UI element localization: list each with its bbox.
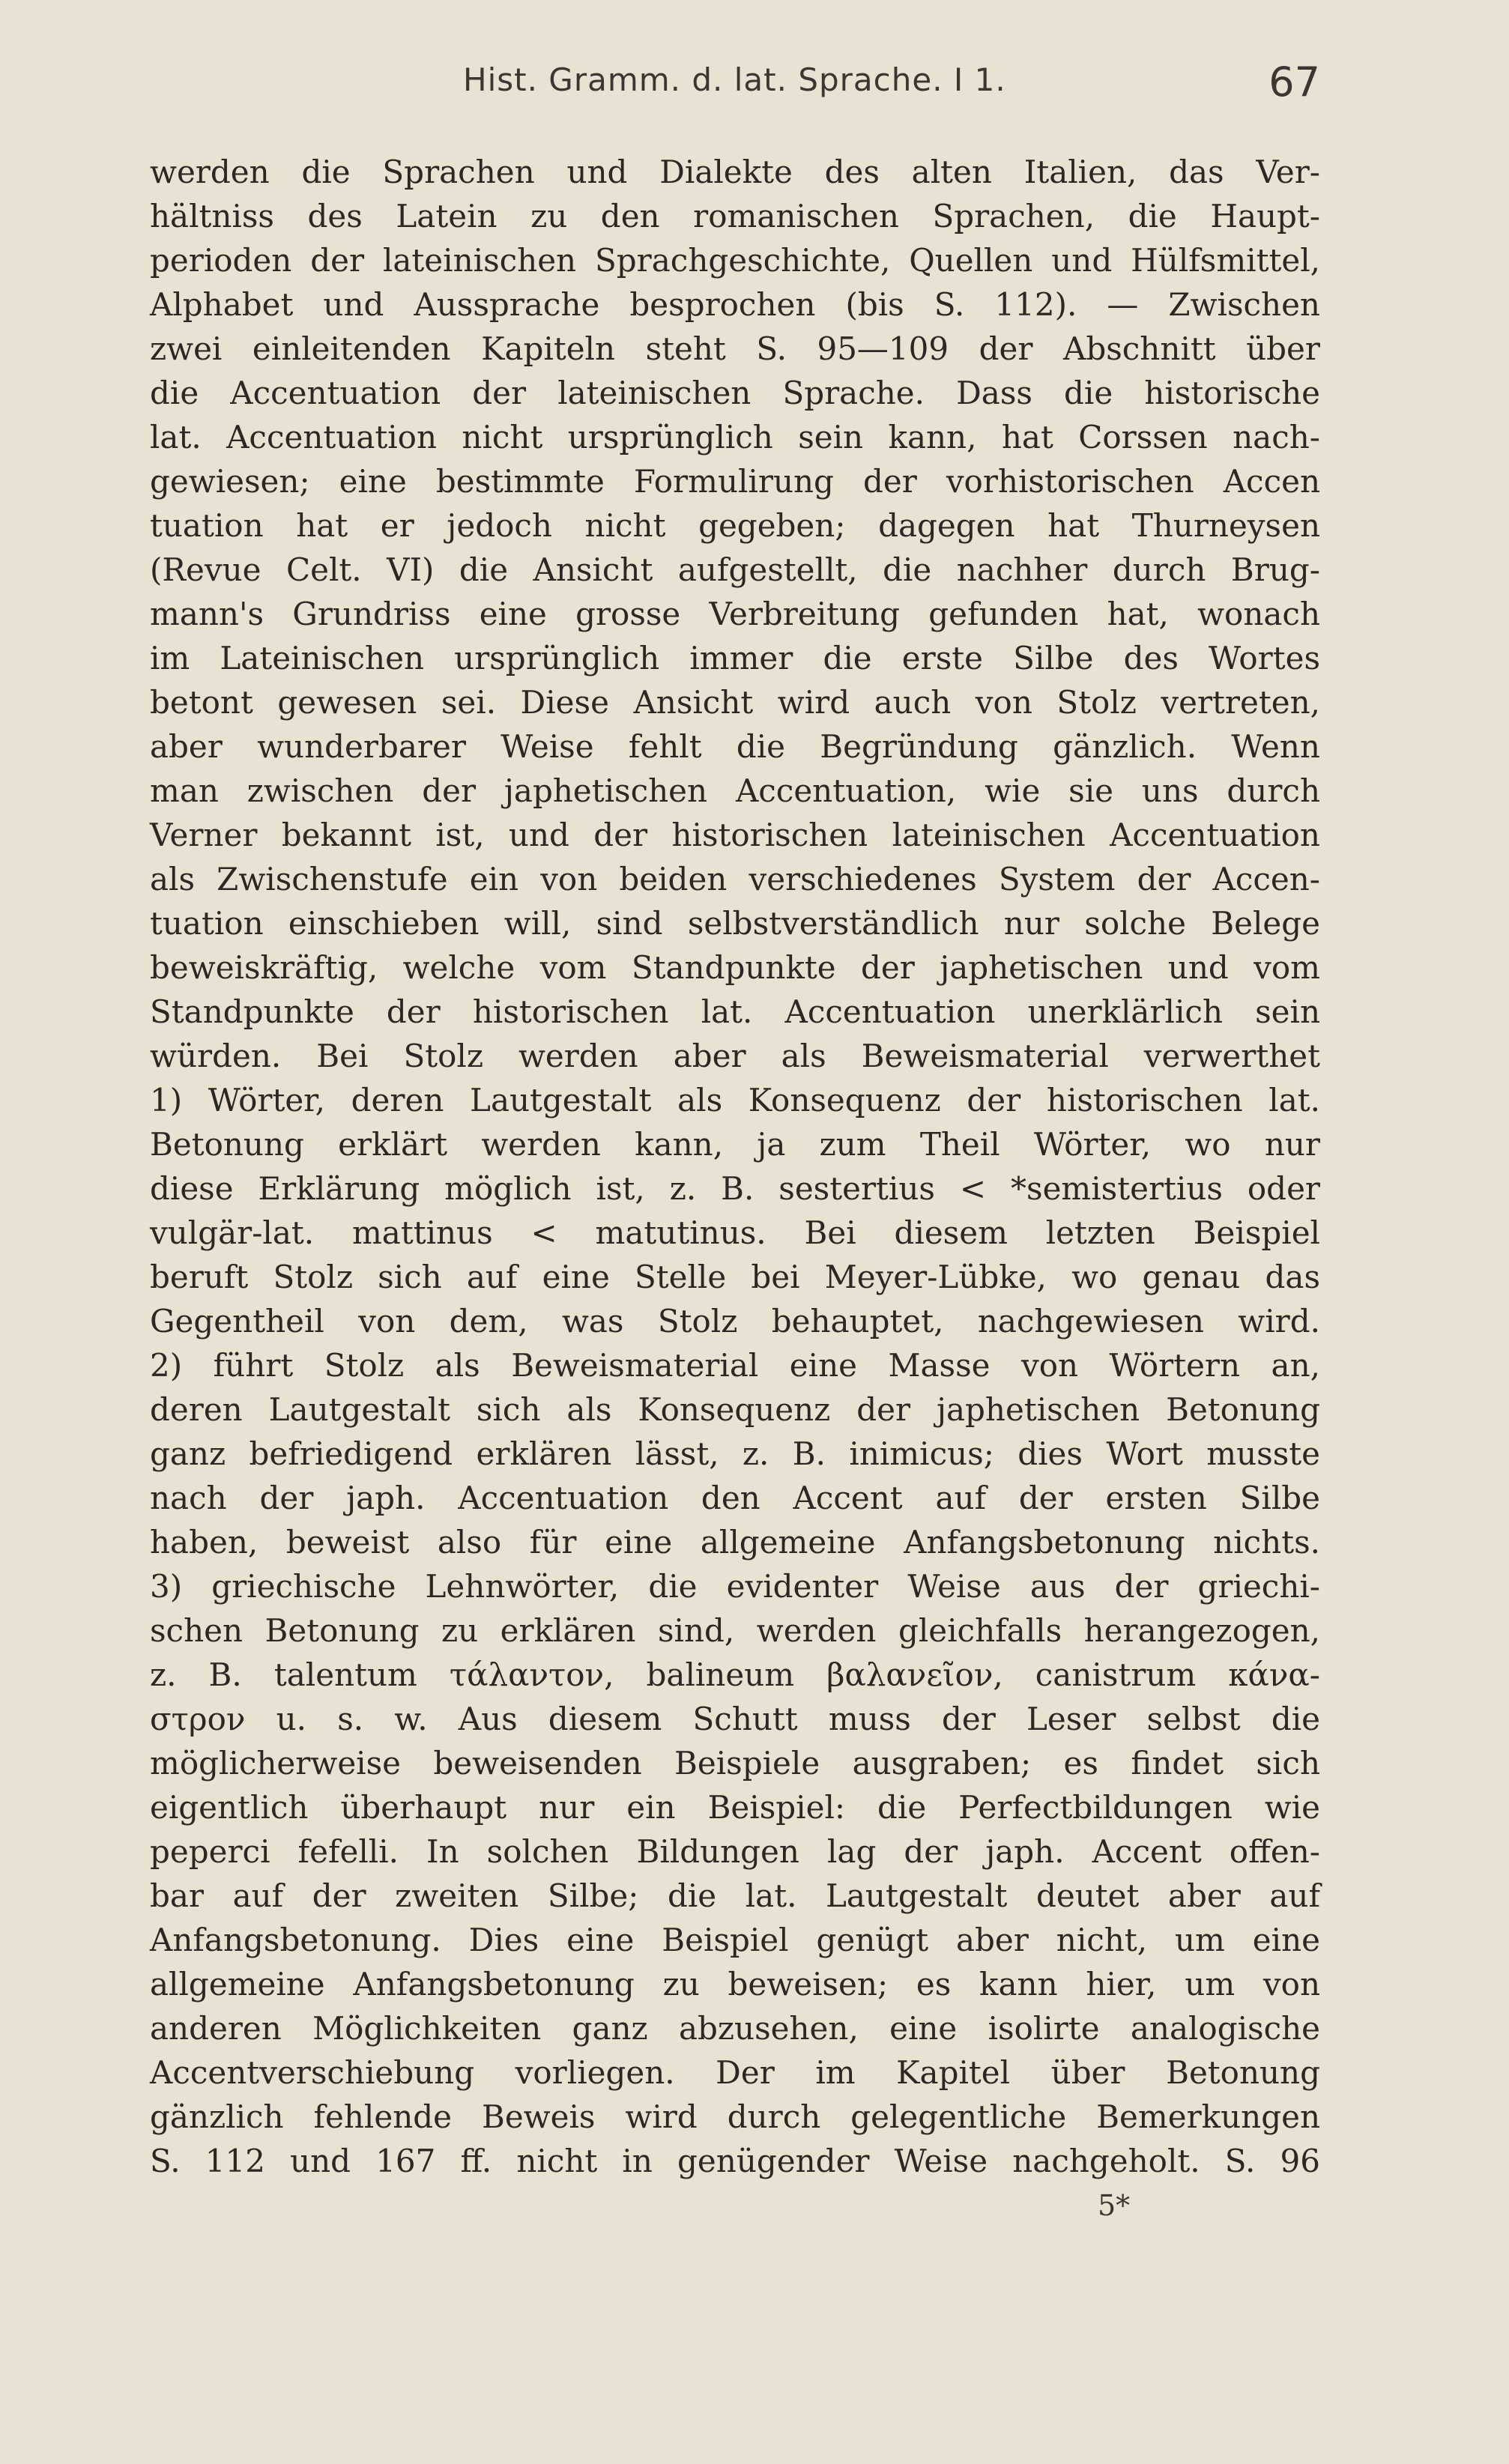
- text-line: Betonung erklärt werden kann, ja zum Theil Wörter, wo nur: [150, 1126, 1320, 1163]
- text-line: deren Lautgestalt sich als Konsequenz der japhetischen Betonung: [150, 1391, 1320, 1428]
- text-line: vulgär-lat. mattinus < matutinus. Bei diesem letzten Beispiel: [150, 1214, 1320, 1251]
- text-line: die Accentuation der lateinischen Sprache. Dass die historische: [150, 375, 1320, 411]
- text-line: haben, beweist also für eine allgemeine Anfangsbetonung nichts.: [150, 1524, 1320, 1561]
- text-line: mann's Grundriss eine grosse Verbreitung gefunden hat, wonach: [150, 596, 1320, 632]
- running-title: Hist. Gramm. d. lat. Sprache. I 1.: [463, 61, 1006, 98]
- text-line: anderen Möglichkeiten ganz abzusehen, eine isolirte analogische: [150, 2010, 1320, 2047]
- page-number: 67: [1268, 58, 1320, 106]
- text-line: Gegentheil von dem, was Stolz behauptet, nachgewiesen wird.: [150, 1303, 1320, 1340]
- text-line: eigentlich überhaupt nur ein Beispiel: die Perfectbildungen wie: [150, 1789, 1320, 1826]
- text-line: lat. Accentuation nicht ursprünglich sein kann, hat Corssen nach-: [150, 419, 1320, 455]
- text-line: tuation hat er jedoch nicht gegeben; dagegen hat Thurneysen: [150, 507, 1320, 544]
- text-line: S. 112 und 167 ff. nicht in genügender Weise nachgeholt. S. 96: [150, 2143, 1320, 2179]
- text-line: tuation einschieben will, sind selbstverständlich nur solche Belege: [150, 905, 1320, 942]
- text-line: gewiesen; eine bestimmte Formulirung der vorhistorischen Accen: [150, 463, 1320, 500]
- text-line: 2) führt Stolz als Beweismaterial eine Masse von Wörtern an,: [150, 1347, 1320, 1384]
- text-line: allgemeine Anfangsbetonung zu beweisen; es kann hier, um von: [150, 1966, 1320, 2003]
- text-line: (Revue Celt. VI) die Ansicht aufgestellt, die nachher durch Brug-: [150, 551, 1320, 588]
- text-line: Verner bekannt ist, und der historischen lateinischen Accentuation: [150, 817, 1320, 853]
- text-line: perioden der lateinischen Sprachgeschichte, Quellen und Hülfsmittel,: [150, 242, 1320, 279]
- text-line: würden. Bei Stolz werden aber als Beweismaterial verwerthet: [150, 1038, 1320, 1074]
- text-line: aber wunderbarer Weise fehlt die Begründung gänzlich. Wenn: [150, 728, 1320, 765]
- text-line: nach der japh. Accentuation den Accent auf der ersten Silbe: [150, 1480, 1320, 1516]
- signature-mark: 5*: [1098, 2189, 1131, 2222]
- body-text: [150, 150, 1320, 2183]
- text-line: Alphabet und Aussprache besprochen (bis S. 112). — Zwischen: [150, 286, 1320, 323]
- text-line: bar auf der zweiten Silbe; die lat. Lautgestalt deutet aber auf: [150, 1877, 1320, 1914]
- text-line: diese Erklärung möglich ist, z. B. sestertius < *semistertius oder: [150, 1170, 1320, 1207]
- text-line: betont gewesen sei. Diese Ansicht wird auch von Stolz vertreten,: [150, 684, 1320, 721]
- text-line: Accentverschiebung vorliegen. Der im Kapitel über Betonung: [150, 2054, 1320, 2091]
- text-line: hältniss des Latein zu den romanischen Sprachen, die Haupt-: [150, 198, 1320, 234]
- text-line: z. B. talentum τάλαντον, balineum βαλανεῖον, canistrum κάνα-: [150, 1656, 1320, 1693]
- text-line: zwei einleitenden Kapiteln steht S. 95—109 der Abschnitt über: [150, 330, 1320, 367]
- text-line: peperci fefelli. In solchen Bildungen lag der japh. Accent offen-: [150, 1833, 1320, 1870]
- text-line: ganz befriedigend erklären lässt, z. B. inimicus; dies Wort musste: [150, 1435, 1320, 1472]
- text-line: schen Betonung zu erklären sind, werden gleichfalls herangezogen,: [150, 1612, 1320, 1649]
- text-line: werden die Sprachen und Dialekte des alten Italien, das Ver-: [150, 154, 1320, 190]
- page-header: [150, 58, 1320, 111]
- text-line: Standpunkte der historischen lat. Accentuation unerklärlich sein: [150, 993, 1320, 1030]
- text-line: gänzlich fehlende Beweis wird durch gelegentliche Bemerkungen: [150, 2098, 1320, 2135]
- text-line: στρον u. s. w. Aus diesem Schutt muss der Leser selbst die: [150, 1701, 1320, 1737]
- text-line: möglicherweise beweisenden Beispiele ausgraben; es findet sich: [150, 1745, 1320, 1782]
- text-line: im Lateinischen ursprünglich immer die erste Silbe des Wortes: [150, 640, 1320, 676]
- text-line: 1) Wörter, deren Lautgestalt als Konsequenz der historischen lat.: [150, 1082, 1320, 1119]
- text-line: als Zwischenstufe ein von beiden verschiedenes System der Accen-: [150, 861, 1320, 897]
- text-line: beruft Stolz sich auf eine Stelle bei Meyer-Lübke, wo genau das: [150, 1259, 1320, 1295]
- text-line: beweiskräftig, welche vom Standpunkte der japhetischen und vom: [150, 949, 1320, 986]
- text-line: man zwischen der japhetischen Accentuation, wie sie uns durch: [150, 772, 1320, 809]
- text-line: 3) griechische Lehnwörter, die evidenter Weise aus der griechi-: [150, 1568, 1320, 1605]
- text-line: Anfangsbetonung. Dies eine Beispiel genügt aber nicht, um eine: [150, 1922, 1320, 1958]
